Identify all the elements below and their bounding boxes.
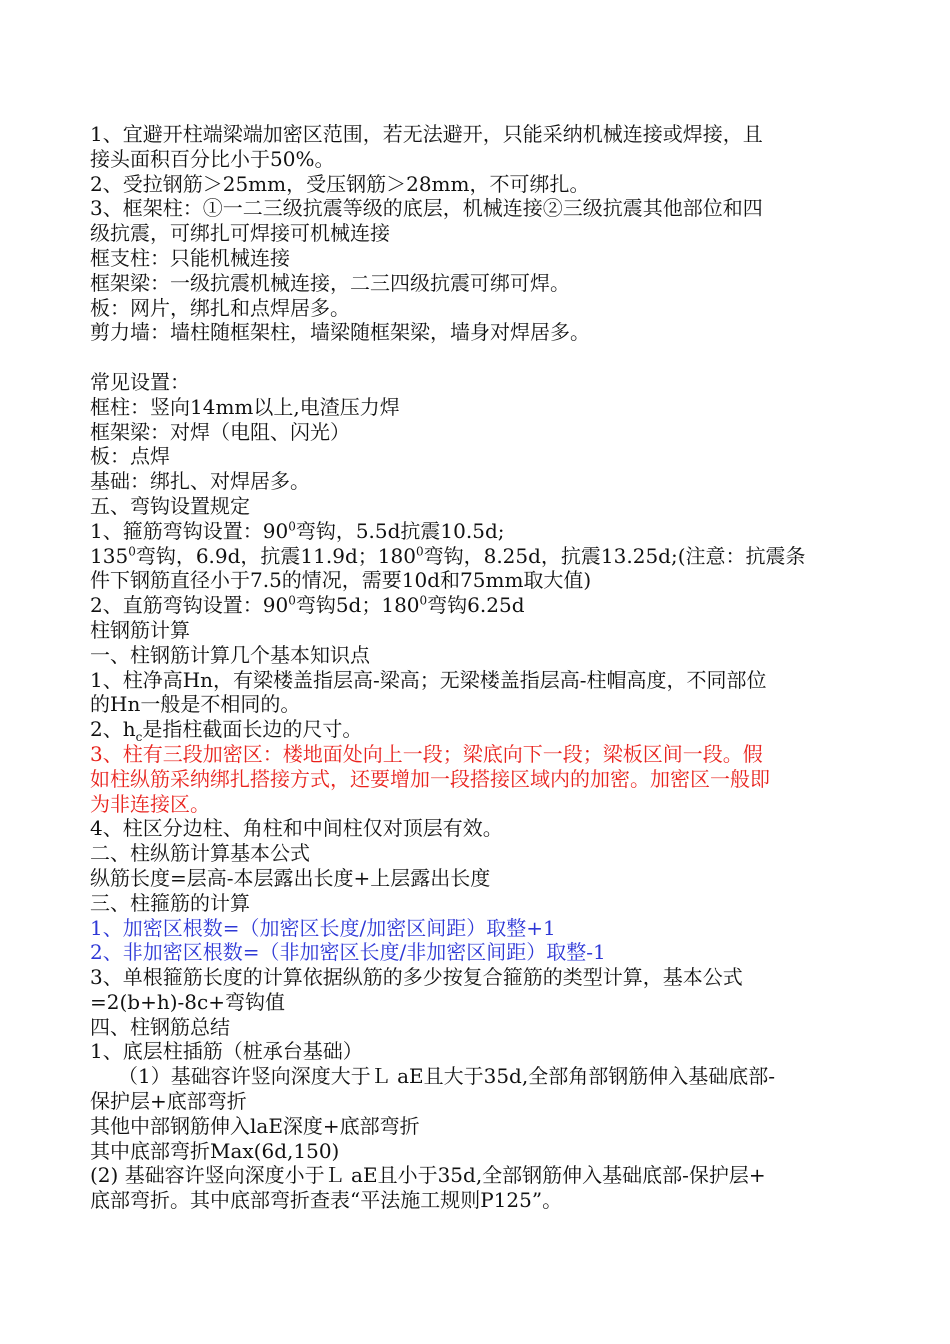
text-line: 件下钢筋直径小于7.5的情况，需要10d和75mm取大值) bbox=[90, 568, 592, 593]
section-heading: 二、柱纵筋计算基本公式 bbox=[90, 841, 310, 866]
text-line: 框架梁：一级抗震机械连接，二三四级抗震可绑可焊。 bbox=[90, 270, 570, 295]
degree-superscript: 0 bbox=[419, 593, 428, 608]
text-line: 2、受拉钢筋＞25mm，受压钢筋＞28mm，不可绑扎。 bbox=[90, 171, 590, 196]
text-line: （1）基础容许竖向深度大于Ｌ aE且大于35d,全部角部钢筋伸入基础底部- bbox=[118, 1064, 775, 1089]
highlight-line-blue: 1、加密区根数=（加密区长度/加密区间距）取整+1 bbox=[90, 915, 556, 940]
text-line: 板：网片，绑扎和点焊居多。 bbox=[90, 295, 350, 320]
highlight-line-red: 3、柱有三段加密区：楼地面处向上一段；梁底向下一段；梁板区间一段。假 bbox=[90, 741, 763, 766]
document-page bbox=[90, 122, 862, 1213]
text-line: 1、柱净高Hn，有梁楼盖指层高-梁高；无梁楼盖指层高-柱帽高度，不同部位 bbox=[90, 667, 767, 692]
text-fragment: 弯钩，8.25d，抗震13.25d;(注意：抗震条 bbox=[423, 543, 806, 568]
text-line: 框架梁：对焊（电阻、闪光） bbox=[90, 419, 350, 444]
degree-superscript: 0 bbox=[415, 543, 424, 558]
degree-superscript: 0 bbox=[128, 543, 136, 558]
subscript: c bbox=[135, 730, 143, 742]
text-fragment: 弯钩6.25d bbox=[427, 593, 525, 618]
text-fragment: 2、h bbox=[90, 717, 136, 742]
text-fragment: 弯钩，6.9d，抗震11.9d；180 bbox=[135, 543, 416, 568]
text-line: 其他中部钢筋伸入laE深度+底部弯折 bbox=[90, 1113, 420, 1138]
text-line: 框支柱：只能机械连接 bbox=[90, 245, 290, 270]
text-line: 基础：绑扎、对焊居多。 bbox=[90, 469, 310, 494]
text-line: 4、柱区分边柱、角柱和中间柱仅对顶层有效。 bbox=[90, 816, 503, 841]
formula-line: =2(b+h)-8c+弯钩值 bbox=[90, 989, 285, 1014]
text-fragment: 是指柱截面长边的尺寸。 bbox=[142, 717, 363, 742]
text-line bbox=[90, 717, 862, 742]
text-line bbox=[90, 593, 862, 618]
text-line: 保护层+底部弯折 bbox=[90, 1089, 247, 1114]
formula-line: 纵筋长度=层高-本层露出长度+上层露出长度 bbox=[90, 865, 491, 890]
section-heading: 五、弯钩设置规定 bbox=[90, 493, 250, 518]
section-heading: 柱钢筋计算 bbox=[90, 617, 190, 642]
text-line: 板：点焊 bbox=[90, 444, 170, 469]
text-fragment: 2、直筋弯钩设置：90 bbox=[90, 593, 289, 618]
text-line: 框柱：竖向14mm以上,电渣压力焊 bbox=[90, 394, 400, 419]
highlight-line-red: 如柱纵筋采纳绑扎搭接方式，还要增加一段搭接区域内的加密。加密区一般即 bbox=[90, 766, 770, 791]
text-line: 的Hn一般是不相同的。 bbox=[90, 692, 301, 717]
text-line: 3、框架柱：①一二三级抗震等级的底层，机械连接②三级抗震其他部位和四 bbox=[90, 196, 763, 221]
text-line: 剪力墙：墙柱随框架柱，墙梁随框架梁，墙身对焊居多。 bbox=[90, 320, 590, 345]
text-line bbox=[90, 519, 862, 544]
text-line bbox=[90, 544, 862, 569]
text-line: 级抗震，可绑扎可焊接可机械连接 bbox=[90, 221, 390, 246]
blank-line bbox=[90, 345, 862, 370]
text-line: 1、宜避开柱端梁端加密区范围，若无法避开，只能采纳机械连接或焊接，且 bbox=[90, 122, 763, 146]
section-heading: 一、柱钢筋计算几个基本知识点 bbox=[90, 642, 370, 667]
section-heading: 四、柱钢筋总结 bbox=[90, 1014, 230, 1039]
section-heading: 三、柱箍筋的计算 bbox=[90, 890, 250, 915]
degree-superscript: 0 bbox=[288, 593, 296, 608]
highlight-line-red: 为非连接区。 bbox=[90, 791, 210, 816]
text-fragment: 弯钩，5.5d抗震10.5d; bbox=[295, 518, 505, 543]
text-line: 3、单根箍筋长度的计算依据纵筋的多少按复合箍筋的类型计算，基本公式 bbox=[90, 965, 743, 990]
degree-superscript: 0 bbox=[288, 519, 296, 534]
section-heading: 常见设置： bbox=[90, 369, 190, 394]
text-fragment: 135 bbox=[90, 543, 129, 568]
text-line: 其中底部弯折Max(6d,150) bbox=[90, 1138, 340, 1163]
text-line: 1、底层柱插筋（桩承台基础） bbox=[90, 1039, 363, 1064]
text-fragment: 弯钩5d；180 bbox=[295, 593, 420, 618]
text-line: (2) 基础容许竖向深度小于Ｌ aE且小于35d,全部钢筋伸入基础底部-保护层+ bbox=[90, 1163, 766, 1188]
text-line: 底部弯折。其中底部弯折查表“平法施工规则P125”。 bbox=[90, 1188, 563, 1213]
text-line: 接头面积百分比小于50%。 bbox=[90, 146, 335, 171]
text-fragment: 1、箍筋弯钩设置：90 bbox=[90, 518, 289, 543]
highlight-line-blue: 2、非加密区根数=（非加密区长度/非加密区间距）取整-1 bbox=[90, 940, 606, 965]
